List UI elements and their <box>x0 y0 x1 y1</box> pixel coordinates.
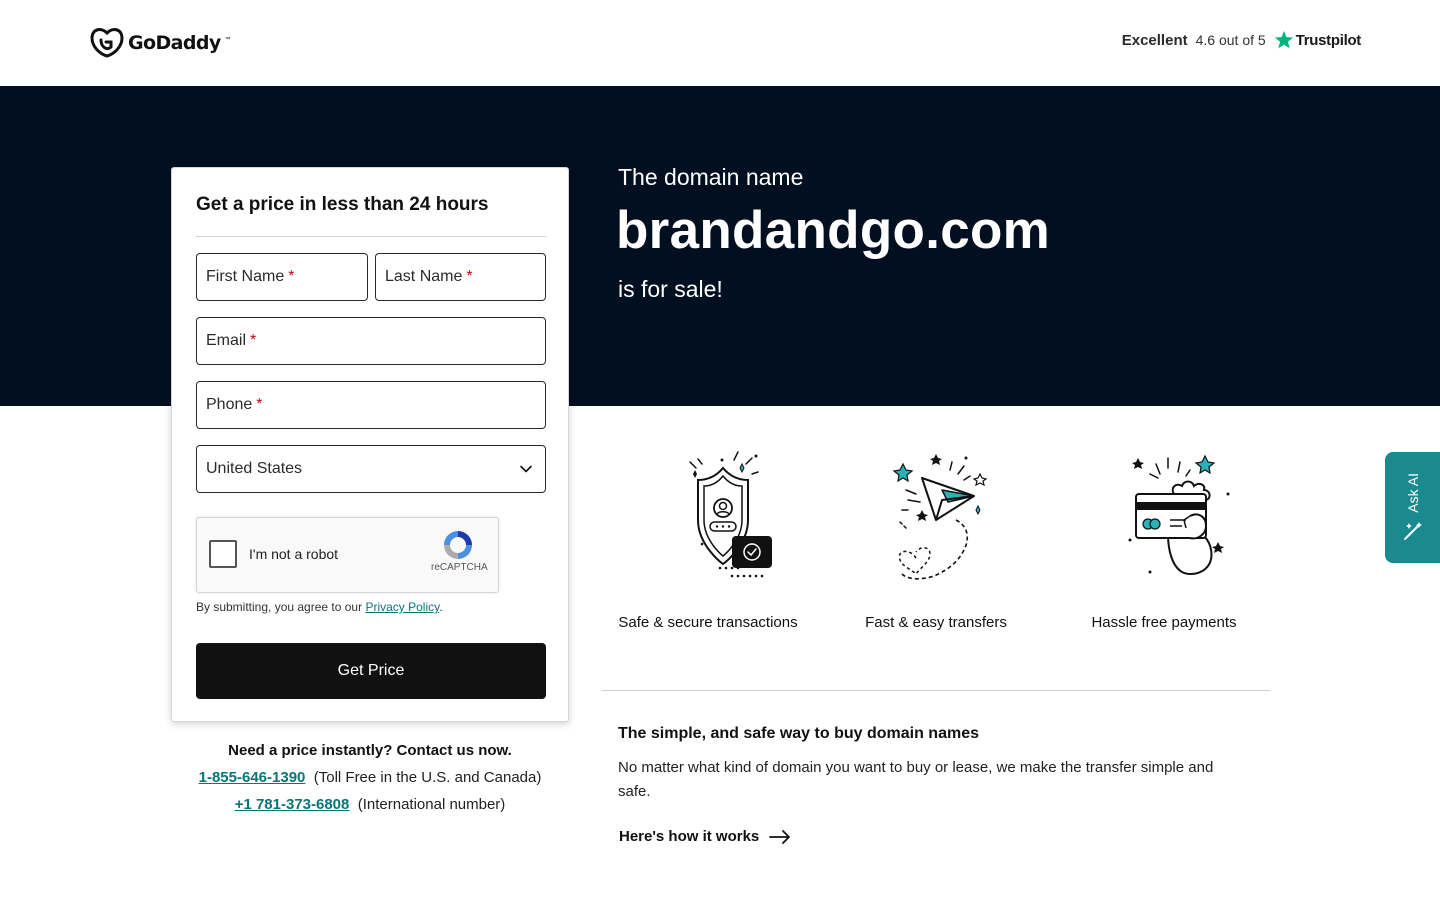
hero-line-2: is for sale! <box>618 276 723 302</box>
section-divider <box>602 690 1270 691</box>
hero-domain-name: brandandgo.com <box>616 201 1051 260</box>
trustpilot-star-icon <box>1274 30 1294 50</box>
required-marker: * <box>250 332 257 349</box>
tollfree-phone-link[interactable]: 1-855-646-1390 <box>198 769 306 786</box>
tollfree-note: (Toll Free in the U.S. and Canada) <box>313 769 542 786</box>
rating-word: Excellent <box>1121 31 1188 49</box>
magic-wand-icon <box>1402 520 1424 542</box>
payment-card-icon <box>1094 450 1234 590</box>
godaddy-logo-icon <box>90 27 124 59</box>
feature-label: Fast & easy transfers <box>865 614 1007 631</box>
international-phone-link[interactable]: +1 781-373-6808 <box>234 796 350 813</box>
country-select[interactable] <box>196 445 546 493</box>
feature-label: Hassle free payments <box>1091 614 1237 631</box>
how-it-works-link[interactable] <box>619 828 791 845</box>
first-name-field[interactable] <box>196 253 368 301</box>
international-note: (International number) <box>357 796 506 813</box>
contact-line-tollfree <box>171 769 569 786</box>
contact-title: Need a price instantly? Contact us now. <box>228 742 512 759</box>
consent-suffix: . <box>439 600 443 614</box>
arrow-right-icon <box>769 830 791 844</box>
first-name-label: First Name <box>206 268 285 285</box>
feature-payments <box>1054 450 1274 631</box>
feature-secure <box>598 450 818 631</box>
godaddy-logo[interactable] <box>90 27 231 59</box>
required-marker: * <box>288 268 295 285</box>
privacy-policy-link[interactable]: Privacy Policy <box>365 600 440 614</box>
price-request-form <box>171 167 569 722</box>
recaptcha-logo-icon <box>441 528 475 562</box>
phone-label: Phone <box>206 396 253 413</box>
hero-line-1: The domain name <box>618 164 804 190</box>
recaptcha-widget <box>196 517 499 593</box>
how-it-works-label: Here's how it works <box>619 828 760 845</box>
rating-score: 4.6 out of 5 <box>1195 32 1266 48</box>
contact-line-international <box>171 796 569 813</box>
email-field[interactable] <box>196 317 546 365</box>
trustpilot-rating[interactable] <box>1122 30 1361 50</box>
paper-plane-icon <box>866 450 1006 590</box>
trustpilot-logo <box>1274 30 1361 50</box>
info-body: No matter what kind of domain you want to buy or lease, we make the transfer simple and safe. <box>618 759 1214 800</box>
shield-icon <box>638 450 778 590</box>
recaptcha-checkbox[interactable] <box>209 540 237 568</box>
feature-label: Safe & secure transactions <box>618 614 798 631</box>
recaptcha-text: I'm not a robot <box>249 546 339 562</box>
last-name-label: Last Name <box>385 268 463 285</box>
trademark-mark: ™ <box>224 37 231 43</box>
last-name-field[interactable] <box>375 253 546 301</box>
consent-prefix: By submitting, you agree to our <box>196 600 366 614</box>
form-title: Get a price in less than 24 hours <box>196 194 489 215</box>
ask-ai-label: Ask AI <box>1404 472 1421 513</box>
get-price-button[interactable]: Get Price <box>196 643 546 699</box>
feature-fast <box>826 450 1046 631</box>
required-marker: * <box>466 268 473 285</box>
consent-text <box>196 600 443 614</box>
recaptcha-brand: reCAPTCHA <box>431 562 488 573</box>
country-value: United States <box>206 460 303 477</box>
trustpilot-brand-text: Trustpilot <box>1295 31 1361 49</box>
form-divider <box>196 236 546 237</box>
site-header <box>0 0 1440 86</box>
email-label: Email <box>206 332 247 349</box>
info-title: The simple, and safe way to buy domain names <box>618 725 979 742</box>
chevron-down-icon <box>519 462 533 476</box>
phone-field[interactable] <box>196 381 546 429</box>
required-marker: * <box>256 396 263 413</box>
ask-ai-tab[interactable] <box>1385 452 1440 563</box>
logo-wordmark: GoDaddy <box>128 32 221 54</box>
